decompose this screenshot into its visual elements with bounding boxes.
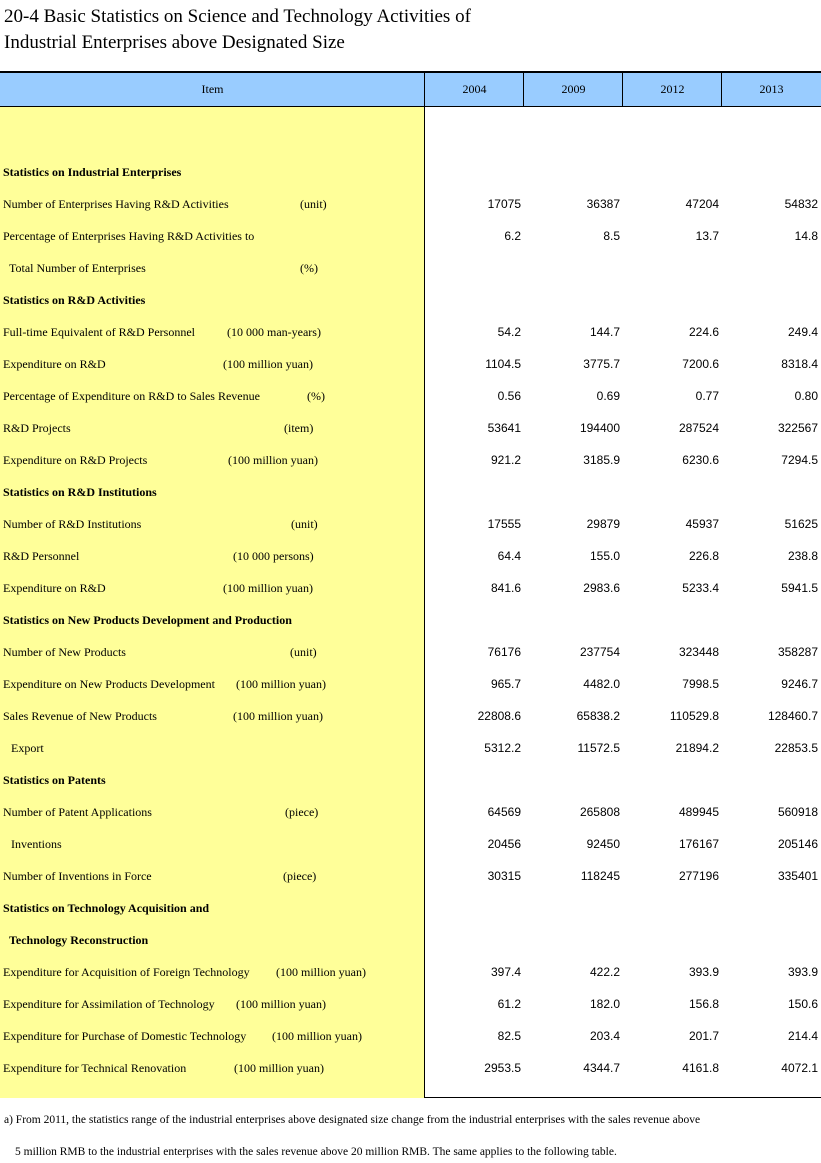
row-unit: (piece) (285, 805, 319, 819)
value-cell-2004: 0.56 (497, 389, 521, 403)
value-cell-2012: 0.77 (695, 389, 719, 403)
value-cell-2009: 194400 (579, 421, 620, 435)
row-label: Number of Enterprises Having R&D Activities (3, 197, 229, 211)
table-title-line-1: 20-4 Basic Statistics on Science and Technology Activities of (4, 6, 471, 27)
table-row (0, 1052, 821, 1084)
table-title (4, 4, 471, 56)
section-label: Statistics on R&D Activities (3, 293, 146, 307)
table-header (0, 73, 821, 107)
value-cell-2012: 6230.6 (682, 453, 719, 467)
value-cell-2009: 182.0 (589, 997, 620, 1011)
value-cell-2012: 201.7 (688, 1029, 719, 1043)
section-header-row (0, 764, 821, 796)
row-label: Expenditure on R&D Projects (3, 453, 148, 467)
value-cell-2004: 921.2 (490, 453, 521, 467)
table-row (0, 572, 821, 604)
table-row (0, 508, 821, 540)
value-cell-2012: 224.6 (688, 325, 719, 339)
table-row (0, 796, 821, 828)
value-cell-2013: 0.80 (794, 389, 818, 403)
value-cell-2012: 7200.6 (682, 357, 719, 371)
value-cell-2004: 61.2 (497, 997, 521, 1011)
row-unit: (piece) (283, 869, 317, 883)
value-cell-2004: 30315 (487, 869, 521, 883)
row-unit: (100 million yuan) (228, 453, 318, 467)
value-cell-2013: 238.8 (787, 549, 818, 563)
value-cell-2012: 13.7 (695, 229, 719, 243)
row-label: Percentage of Expenditure on R&D to Sales Revenue (3, 389, 260, 403)
row-unit: (100 million yuan) (223, 581, 313, 595)
table-row (0, 252, 821, 284)
row-unit: (unit) (291, 517, 318, 531)
value-cell-2004: 64.4 (497, 549, 521, 563)
value-cell-2013: 14.8 (794, 229, 818, 243)
section-label: Statistics on Technology Acquisition and (3, 901, 210, 915)
value-cell-2013: 249.4 (787, 325, 818, 339)
row-unit: (%) (300, 261, 318, 275)
table-row (0, 188, 821, 220)
row-unit: (100 million yuan) (236, 997, 326, 1011)
value-cell-2013: 22853.5 (774, 741, 818, 755)
value-cell-2013: 7294.5 (781, 453, 818, 467)
value-cell-2004: 1104.5 (485, 357, 521, 371)
value-cell-2009: 3185.9 (583, 453, 620, 467)
value-cell-2012: 176167 (678, 837, 719, 851)
header-year-2009: 2009 (523, 73, 623, 106)
value-cell-2012: 4161.8 (682, 1061, 719, 1075)
value-cell-2004: 965.7 (490, 677, 521, 691)
value-cell-2004: 841.6 (490, 581, 521, 595)
value-cell-2004: 53641 (487, 421, 521, 435)
row-label: Number of R&D Institutions (3, 517, 142, 531)
value-cell-2004: 82.5 (497, 1029, 521, 1043)
value-cell-2012: 393.9 (688, 965, 719, 979)
value-cell-2009: 265808 (579, 805, 620, 819)
value-cell-2009: 11572.5 (577, 741, 620, 755)
value-cell-2013: 4072.1 (781, 1061, 818, 1075)
row-label: R&D Projects (3, 421, 71, 435)
value-cell-2004: 2953.5 (484, 1061, 521, 1075)
value-cell-2012: 110529.8 (669, 709, 719, 723)
value-cell-2013: 5941.5 (781, 581, 818, 595)
row-label: Sales Revenue of New Products (3, 709, 157, 723)
value-cell-2004: 20456 (487, 837, 521, 851)
row-label: Expenditure on New Products Development (3, 677, 215, 691)
value-cell-2013: 393.9 (787, 965, 818, 979)
table-row (0, 444, 821, 476)
row-label: Expenditure on R&D (3, 581, 106, 595)
table-row (0, 860, 821, 892)
header-item: Item (201, 82, 224, 96)
value-cell-2009: 29879 (586, 517, 620, 531)
row-label: Expenditure for Acquisition of Foreign Technology (3, 965, 250, 979)
row-label: Inventions (11, 837, 62, 851)
table-row (0, 988, 821, 1020)
value-cell-2013: 322567 (777, 421, 818, 435)
row-label: Percentage of Enterprises Having R&D Activities to (3, 229, 255, 243)
value-cell-2012: 5233.4 (682, 581, 719, 595)
row-label: Expenditure for Technical Renovation (3, 1061, 187, 1075)
value-cell-2004: 397.4 (490, 965, 521, 979)
row-label: Number of Inventions in Force (3, 869, 152, 883)
row-label: Number of Patent Applications (3, 805, 152, 819)
row-unit: (100 million yuan) (234, 1061, 324, 1075)
row-label: Expenditure for Assimilation of Technology (3, 997, 215, 1011)
row-unit: (100 million yuan) (272, 1029, 362, 1043)
row-label: R&D Personnel (3, 549, 80, 563)
footnote-line-1: a) From 2011, the statistics range of the industrial enterprises above designated size change from the industrial enterprises with the sales revenue above (4, 1114, 701, 1126)
table-title-line-2: Industrial Enterprises above Designated Size (4, 32, 345, 53)
value-cell-2013: 335401 (777, 869, 818, 883)
section-header-row (0, 284, 821, 316)
value-cell-2013: 51625 (784, 517, 818, 531)
value-cell-2013: 214.4 (787, 1029, 818, 1043)
row-label: Expenditure on R&D (3, 357, 106, 371)
value-cell-2012: 226.8 (688, 549, 719, 563)
row-label: Number of New Products (3, 645, 126, 659)
value-cell-2004: 22808.6 (477, 709, 521, 723)
value-cell-2012: 156.8 (688, 997, 719, 1011)
row-unit: (unit) (300, 197, 327, 211)
section-header-row (0, 156, 821, 188)
row-unit: (100 million yuan) (276, 965, 366, 979)
section-label: Statistics on R&D Institutions (3, 485, 157, 499)
section-label: Statistics on Patents (3, 773, 106, 787)
statistics-table (0, 71, 821, 1098)
value-cell-2012: 323448 (678, 645, 719, 659)
value-cell-2009: 4482.0 (583, 677, 620, 691)
value-cell-2012: 489945 (678, 805, 719, 819)
table-row (0, 220, 821, 252)
value-cell-2009: 36387 (586, 197, 620, 211)
section-header-row (0, 892, 821, 924)
header-year-2013: 2013 (721, 73, 821, 106)
row-unit: (unit) (290, 645, 317, 659)
table-row (0, 828, 821, 860)
value-cell-2009: 4344.7 (583, 1061, 620, 1075)
table-row (0, 1020, 821, 1052)
value-cell-2009: 203.4 (589, 1029, 620, 1043)
row-unit: (10 000 man-years) (227, 325, 321, 339)
value-cell-2009: 65838.2 (576, 709, 620, 723)
section-header-row (0, 476, 821, 508)
row-label: Expenditure for Purchase of Domestic Technology (3, 1029, 247, 1043)
header-year-2012: 2012 (622, 73, 722, 106)
table-row (0, 700, 821, 732)
row-label: Export (11, 741, 44, 755)
section-header-row (0, 924, 821, 956)
table-row (0, 636, 821, 668)
table-row (0, 956, 821, 988)
table-row (0, 412, 821, 444)
value-cell-2009: 92450 (586, 837, 620, 851)
value-cell-2004: 5312.2 (484, 741, 521, 755)
row-label: Full-time Equivalent of R&D Personnel (3, 325, 195, 339)
section-label: Statistics on New Products Development and Production (3, 613, 292, 627)
value-cell-2009: 144.7 (589, 325, 620, 339)
row-unit: (item) (284, 421, 314, 435)
value-cell-2009: 8.5 (603, 229, 620, 243)
value-cell-2004: 17075 (487, 197, 521, 211)
section-header-row (0, 604, 821, 636)
value-cell-2012: 7998.5 (682, 677, 719, 691)
value-cell-2012: 45937 (685, 517, 719, 531)
value-cell-2013: 150.6 (787, 997, 818, 1011)
value-cell-2013: 358287 (777, 645, 818, 659)
value-cell-2012: 287524 (678, 421, 719, 435)
value-cell-2009: 0.69 (596, 389, 620, 403)
footnote-line-2: 5 million RMB to the industrial enterprises with the sales revenue above 20 million RMB. The same applies to the following table. (15, 1146, 617, 1158)
header-year-2004: 2004 (424, 73, 524, 106)
value-cell-2012: 21894.2 (675, 741, 719, 755)
row-unit: (100 million yuan) (223, 357, 313, 371)
value-cell-2009: 237754 (579, 645, 620, 659)
value-cell-2004: 76176 (487, 645, 521, 659)
table-row (0, 316, 821, 348)
value-cell-2009: 2983.6 (583, 581, 620, 595)
table-row (0, 540, 821, 572)
value-cell-2013: 54832 (784, 197, 818, 211)
value-cell-2013: 128460.7 (767, 709, 818, 723)
row-unit: (%) (307, 389, 325, 403)
value-cell-2009: 155.0 (589, 549, 620, 563)
value-cell-2012: 277196 (678, 869, 719, 883)
value-cell-2013: 205146 (777, 837, 818, 851)
value-cell-2009: 3775.7 (583, 357, 620, 371)
value-cell-2009: 118245 (580, 869, 620, 883)
value-cell-2004: 54.2 (497, 325, 521, 339)
table-row (0, 348, 821, 380)
value-cell-2004: 17555 (487, 517, 521, 531)
table-row (0, 732, 821, 764)
table-body (0, 156, 821, 1084)
value-cell-2004: 6.2 (504, 229, 521, 243)
value-cell-2013: 8318.4 (781, 357, 818, 371)
row-unit: (100 million yuan) (233, 709, 323, 723)
value-cell-2009: 422.2 (589, 965, 620, 979)
value-cell-2012: 47204 (685, 197, 719, 211)
value-cell-2004: 64569 (487, 805, 521, 819)
row-unit: (10 000 persons) (233, 549, 314, 563)
row-unit: (100 million yuan) (236, 677, 326, 691)
table-row (0, 668, 821, 700)
section-label: Technology Reconstruction (9, 933, 149, 947)
value-cell-2013: 9246.7 (781, 677, 818, 691)
row-label: Total Number of Enterprises (9, 261, 146, 275)
value-cell-2013: 560918 (777, 805, 818, 819)
table-row (0, 380, 821, 412)
section-label: Statistics on Industrial Enterprises (3, 165, 182, 179)
